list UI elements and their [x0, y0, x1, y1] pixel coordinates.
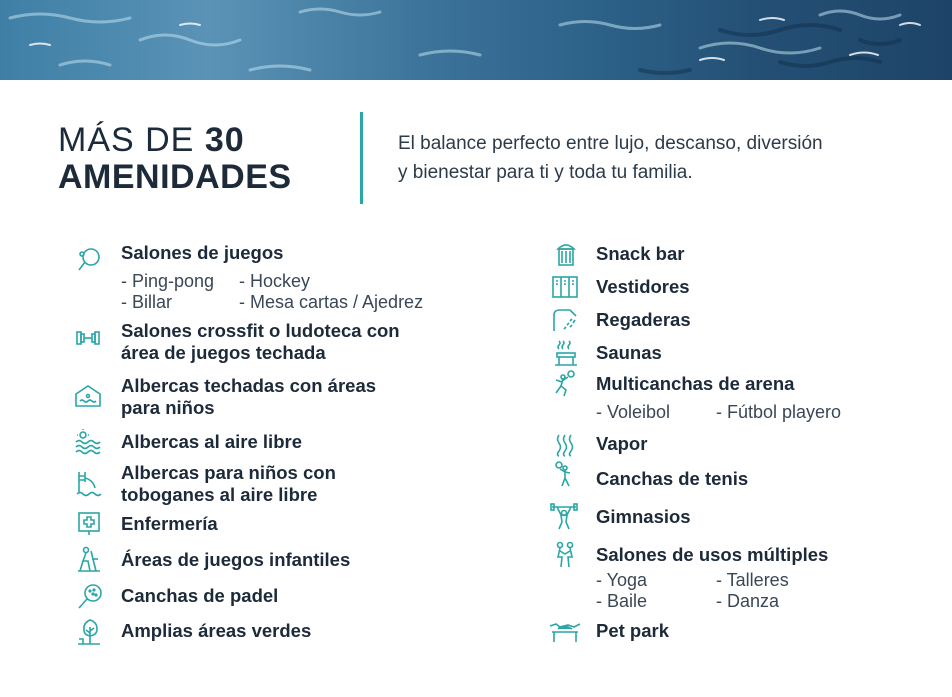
amenity-label: Snack bar [596, 243, 685, 264]
weightlifter-icon [549, 502, 579, 532]
title-line-2: AMENIDADES [58, 158, 292, 196]
amenity-sub: - Yoga [596, 570, 648, 590]
tagline-line-1: El balance perfecto entre lujo, descanso, diversión [398, 133, 823, 154]
amenity-label: toboganes al aire libre [121, 484, 318, 505]
amenity-label: Gimnasios [596, 506, 691, 527]
shower-icon [550, 305, 580, 335]
snack-bar-icon [551, 239, 581, 269]
amenity-sub: - Voleibol [596, 402, 671, 422]
outdoor-pool-icon [73, 427, 103, 457]
ping-pong-paddle-icon [74, 246, 104, 276]
section-title [58, 122, 292, 196]
amenity-sub: - Ping-pong [121, 271, 215, 291]
amenity-label: Canchas de tenis [596, 468, 749, 489]
amenity-sub: - Danza [716, 591, 780, 611]
dancers-icon [550, 540, 580, 570]
tree-icon [74, 617, 104, 647]
amenity-label: Albercas al aire libre [121, 431, 302, 452]
amenity-label: Saunas [596, 342, 662, 363]
title-thin-text: MÁS DE [58, 121, 205, 159]
amenity-label: para niños [121, 397, 215, 418]
amenity-label: Vestidores [596, 276, 690, 297]
padel-racket-icon [74, 582, 104, 612]
amenity-label: Multicanchas de arena [596, 373, 795, 394]
amenity-label: Pet park [596, 620, 670, 641]
amenity-label: Amplias áreas verdes [121, 620, 312, 641]
tennis-player-icon [551, 459, 581, 489]
amenity-label: Áreas de juegos infantiles [121, 549, 351, 570]
amenity-sub: - Talleres [716, 570, 789, 590]
amenity-label: Canchas de padel [121, 585, 279, 606]
water-banner [0, 0, 952, 80]
steam-icon [550, 430, 580, 460]
amenity-sub: - Hockey [239, 271, 311, 291]
amenity-label: Vapor [596, 433, 648, 454]
amenity-label: Regaderas [596, 309, 691, 330]
first-aid-icon [74, 508, 104, 538]
amenity-label: Salones de juegos [121, 242, 284, 263]
amenity-label: Salones de usos múltiples [596, 544, 829, 565]
sauna-icon [551, 338, 581, 368]
water-slide-icon [73, 468, 103, 498]
dumbbell-icon [73, 323, 103, 353]
amenity-label: Salones crossfit o ludoteca con [121, 320, 400, 341]
playground-icon [74, 545, 104, 575]
tagline-line-2: y bienestar para ti y toda tu familia. [398, 162, 693, 183]
tagline [398, 129, 928, 187]
covered-pool-icon [73, 381, 103, 411]
amenity-label: área de juegos techada [121, 342, 326, 363]
amenity-label: Enfermería [121, 513, 218, 534]
amenity-sub: - Fútbol playero [716, 402, 842, 422]
beach-volleyball-icon [550, 369, 580, 399]
amenity-sub: - Baile [596, 591, 648, 611]
title-divider [360, 112, 363, 204]
amenity-sub: - Billar [121, 292, 173, 312]
amenity-sub: - Mesa cartas / Ajedrez [239, 292, 424, 312]
title-line-1 [58, 122, 292, 158]
pet-agility-icon [548, 616, 582, 646]
title-number: 30 [204, 121, 245, 159]
amenity-label: Albercas para niños con [121, 462, 336, 483]
amenity-label: Albercas techadas con áreas [121, 375, 377, 396]
water-ripples-image [0, 0, 952, 80]
lockers-icon [550, 272, 580, 302]
